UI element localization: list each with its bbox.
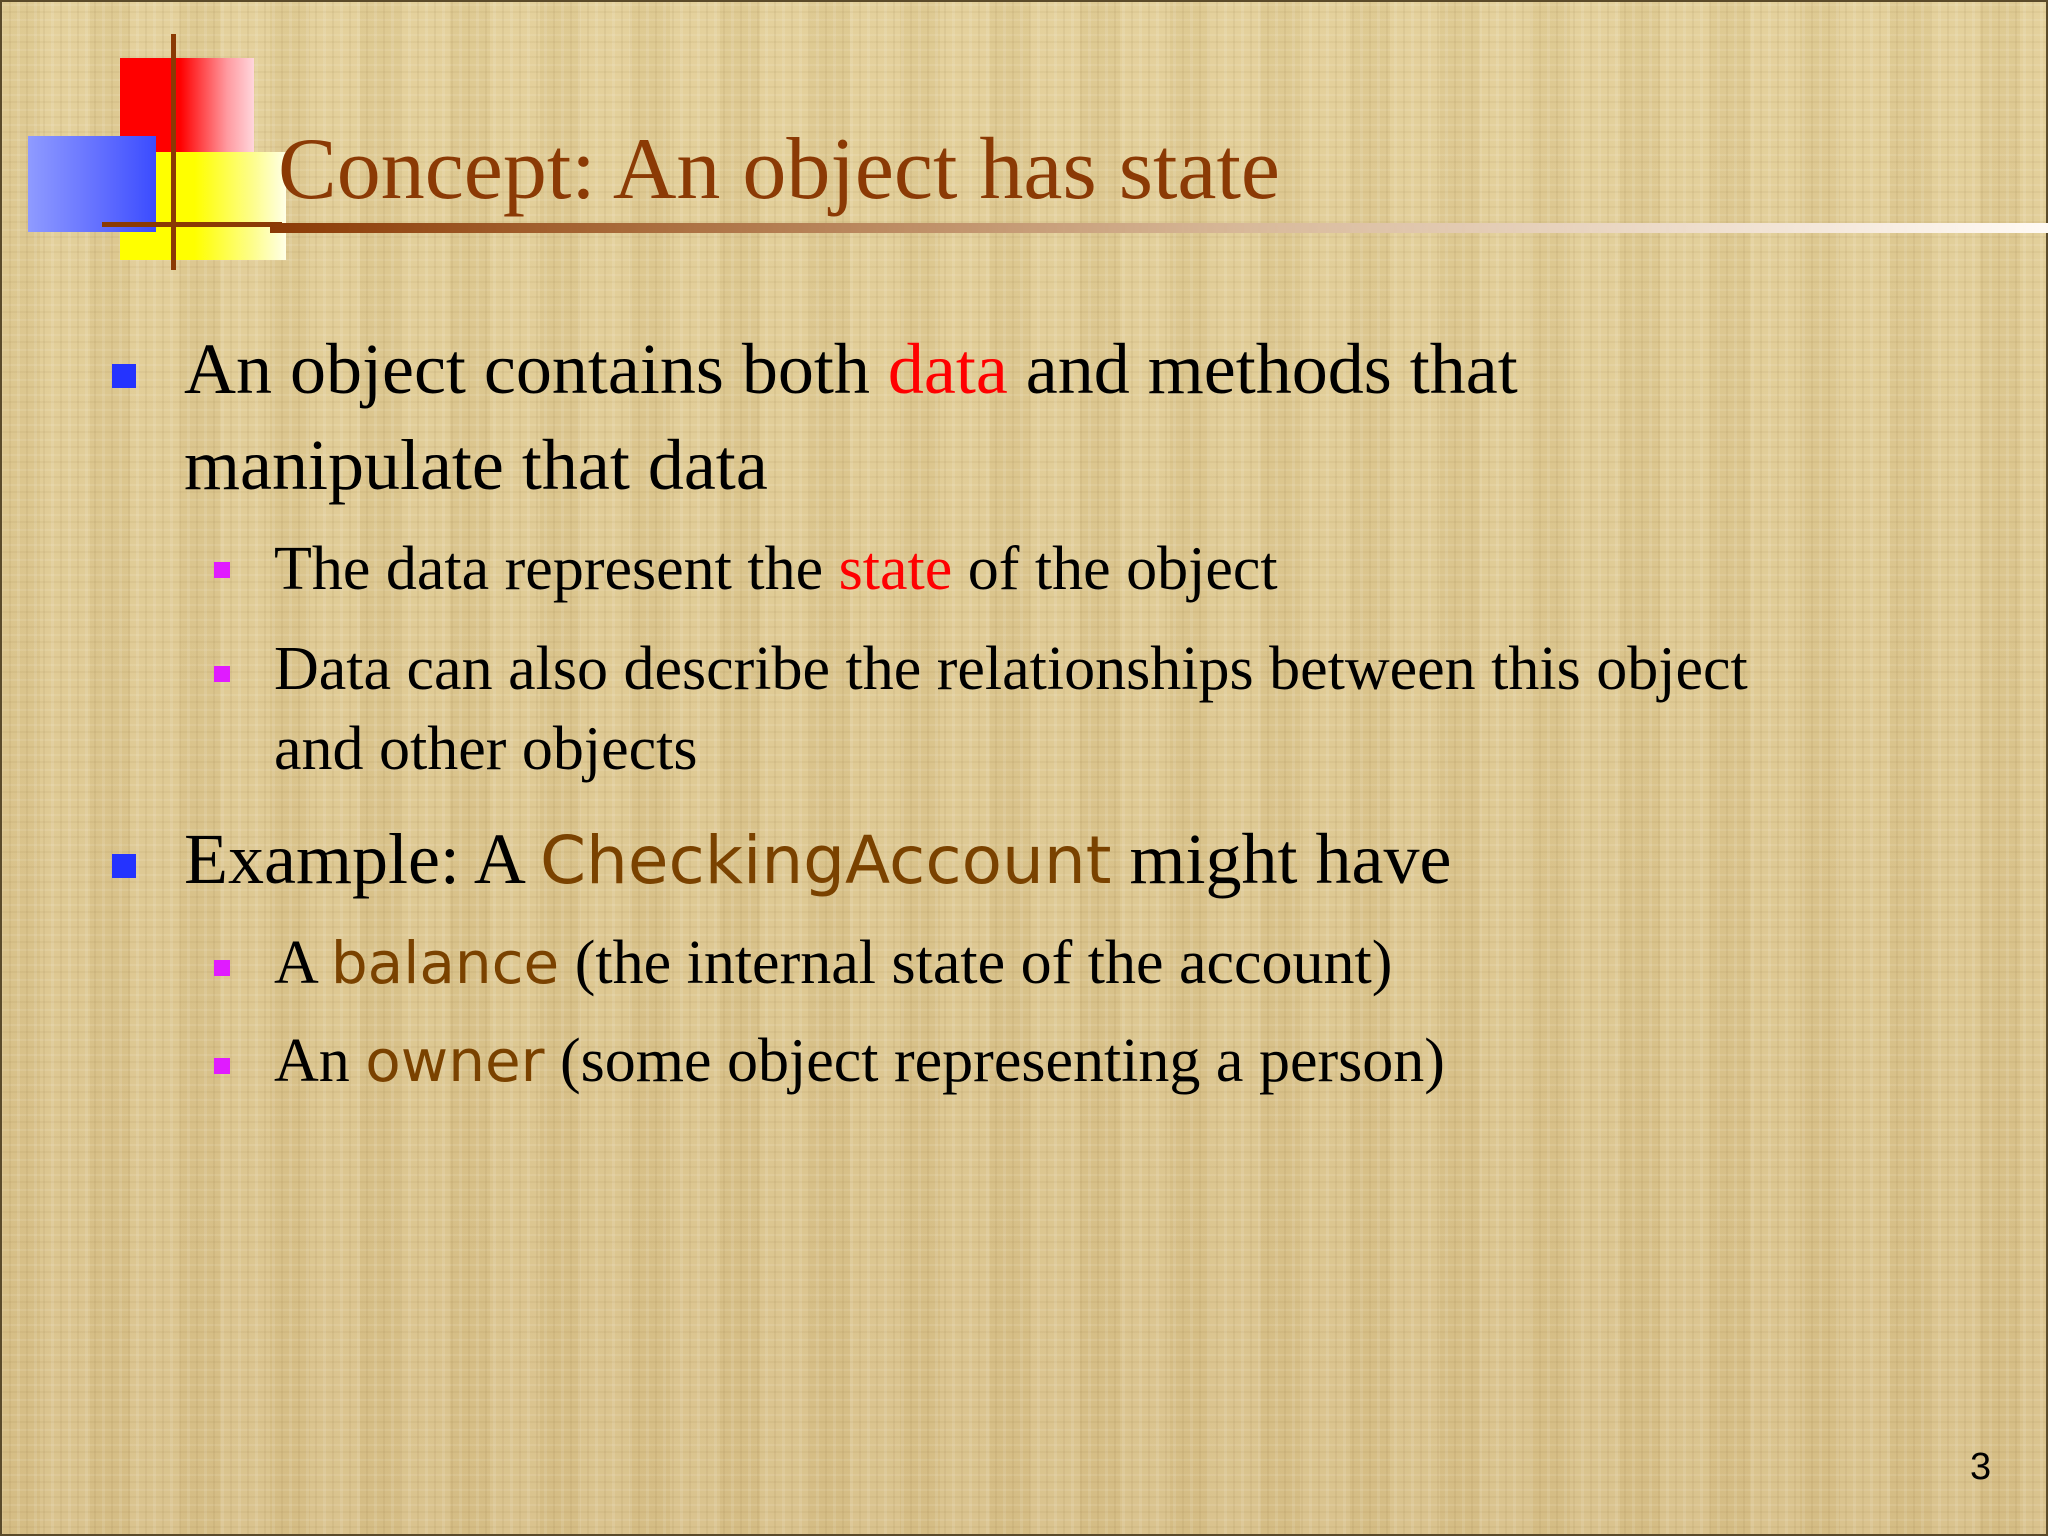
- sub-bullet-square-icon: [214, 562, 230, 578]
- blue-square-decoration: [28, 136, 156, 232]
- sub-bullet-2-2-code-owner: owner: [365, 1027, 545, 1095]
- sub-bullet-1-1: [274, 527, 1278, 611]
- slide-title: Concept: An object has state: [278, 121, 1280, 218]
- bullet-2-line: [184, 811, 1451, 909]
- sub-bullet-2-2-text-start: An: [274, 1027, 366, 1095]
- bullet-2-code-checkingaccount: CheckingAccount: [539, 822, 1112, 899]
- decorative-vertical-line: [171, 34, 176, 270]
- bullet-square-icon: [112, 364, 136, 388]
- bullet-1-text-end: and methods that: [1007, 329, 1518, 409]
- sub-bullet-2-1-text-end: (the internal state of the account): [559, 929, 1393, 997]
- sub-bullet-1-1-text-end: of the object: [952, 535, 1278, 603]
- sub-bullet-1-2-line-1: Data can also describe the relationships between this object: [274, 635, 1748, 703]
- sub-bullet-2-2-text-end: (some object representing a person): [544, 1027, 1445, 1095]
- page-number: 3: [1970, 1446, 1992, 1488]
- bullet-2-text-start: Example: A: [184, 819, 540, 899]
- sub-bullet-1-2-line-2: and other objects: [274, 715, 698, 783]
- decorative-horizontal-line: [102, 222, 282, 227]
- bullet-1-line-1: [184, 321, 1518, 417]
- title-underline-rule: [270, 223, 2048, 233]
- sub-bullet-square-icon: [214, 960, 230, 976]
- sub-bullet-2-1: [274, 921, 1392, 1005]
- bullet-2-text-end: might have: [1111, 819, 1452, 899]
- bullet-1-line-2: manipulate that data: [184, 425, 768, 505]
- sub-bullet-1-1-emphasis-state: state: [838, 535, 953, 603]
- sub-bullet-2-2: [274, 1019, 1445, 1103]
- sub-bullet-square-icon: [214, 666, 230, 682]
- sub-bullet-2-1-text-start: A: [274, 929, 331, 997]
- bullet-1-emphasis-data: data: [887, 329, 1008, 409]
- bullet-1-text-start: An object contains both: [184, 329, 888, 409]
- sub-bullet-1-1-text-start: The data represent the: [274, 535, 839, 603]
- sub-bullet-square-icon: [214, 1058, 230, 1074]
- sub-bullet-2-1-code-balance: balance: [330, 929, 560, 997]
- bullet-square-icon: [112, 854, 136, 878]
